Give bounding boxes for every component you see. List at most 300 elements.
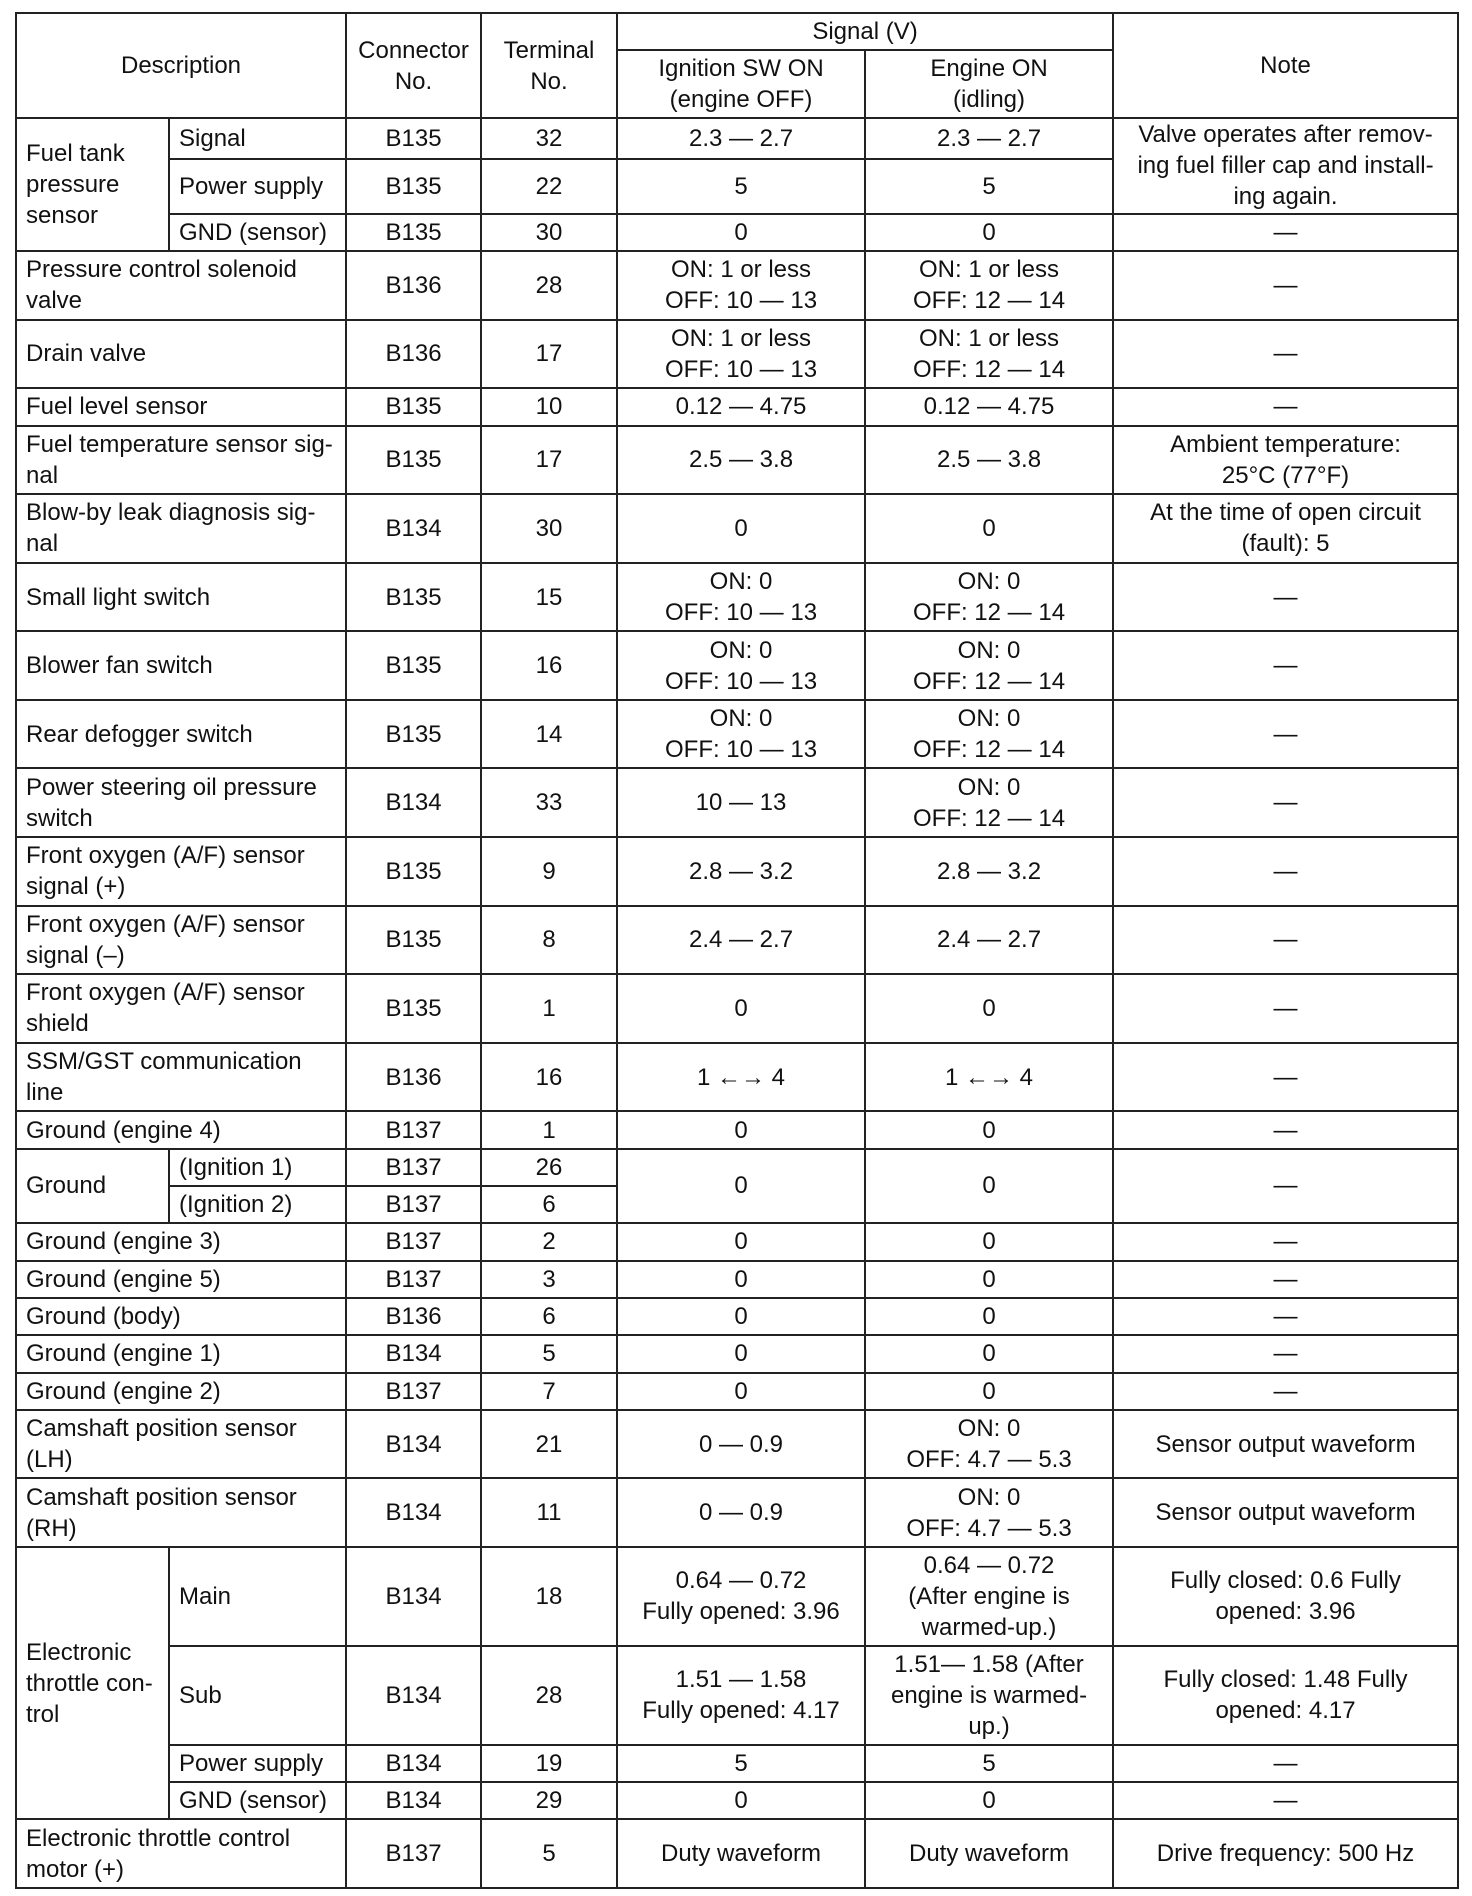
ignition-signal-cell: 0 [617, 1261, 865, 1298]
note-cell: Drive frequency: 500 Hz [1113, 1819, 1458, 1888]
terminal-cell: 19 [481, 1745, 617, 1782]
table-row [16, 974, 1458, 1043]
note-cell-line: Fully closed: 1.48 Fully [1163, 1666, 1408, 1694]
terminal-cell: 30 [481, 494, 617, 563]
group-description-cell-line: Fuel tank [26, 140, 125, 168]
sub-description-cell: Main [169, 1547, 346, 1646]
header-terminal-line: No. [530, 67, 568, 95]
engine-signal-cell [865, 1410, 1113, 1479]
terminal-cell: 3 [481, 1261, 617, 1298]
group-description-cell-line: throttle con- [26, 1669, 153, 1697]
terminal-cell: 21 [481, 1410, 617, 1479]
note-cell-line: Fully closed: 0.6 Fully [1170, 1567, 1401, 1595]
table-row [16, 388, 1458, 425]
note-cell: — [1113, 1298, 1458, 1335]
terminal-cell: 5 [481, 1819, 617, 1888]
note-cell-line: ing again. [1233, 183, 1338, 211]
group-description-cell-line: trol [26, 1700, 60, 1728]
note-cell: — [1113, 1335, 1458, 1372]
engine-signal-cell: 0 [865, 1373, 1113, 1410]
connector-cell: B135 [346, 388, 481, 425]
ignition-signal-cell: 0 [617, 1111, 865, 1148]
table-row [16, 1819, 1458, 1888]
terminal-cell: 2 [481, 1223, 617, 1260]
note-cell: Sensor output waveform [1113, 1478, 1458, 1547]
header-terminal-line: Terminal [503, 36, 595, 64]
engine-signal-cell-line: OFF: 12 — 14 [912, 804, 1066, 832]
group-description-cell-line: sensor [26, 202, 99, 230]
ignition-signal-cell: 10 — 13 [617, 768, 865, 837]
table-row [16, 214, 1458, 251]
engine-signal-cell: 5 [865, 159, 1113, 214]
description-cell [16, 1410, 346, 1479]
description-cell [16, 974, 346, 1043]
description-cell: Ground (engine 5) [16, 1261, 346, 1298]
ignition-signal-cell [617, 251, 865, 320]
note-cell: — [1113, 563, 1458, 632]
terminal-cell: 28 [481, 251, 617, 320]
description-cell-line: line [26, 1079, 64, 1107]
engine-signal-cell-line: ON: 0 [957, 705, 1021, 733]
connector-cell: B135 [346, 159, 481, 214]
ignition-signal-cell: 0 — 0.9 [617, 1410, 865, 1479]
note-cell: — [1113, 1782, 1458, 1819]
connector-cell: B135 [346, 563, 481, 632]
description-cell-line: motor (+) [26, 1855, 125, 1883]
note-cell-line: Ambient temperature: [1170, 430, 1401, 458]
description-cell-line: shield [26, 1010, 89, 1038]
ignition-signal-cell-line: Fully opened: 3.96 [642, 1598, 840, 1626]
engine-signal-cell [865, 320, 1113, 389]
description-cell-line: Camshaft position sensor [26, 1483, 297, 1511]
terminal-cell: 7 [481, 1373, 617, 1410]
ignition-signal-cell: Duty waveform [617, 1819, 865, 1888]
terminal-cell: 9 [481, 837, 617, 906]
engine-signal-cell-line: ON: 0 [957, 773, 1021, 801]
connector-cell: B134 [346, 768, 481, 837]
description-cell-line: Fuel temperature sensor sig- [26, 430, 333, 458]
description-cell [16, 1819, 346, 1888]
table-row [16, 1149, 1458, 1186]
description-cell-line: Front oxygen (A/F) sensor [26, 842, 305, 870]
connector-cell: B134 [346, 1782, 481, 1819]
engine-signal-cell: 0 [865, 1298, 1113, 1335]
table-row [16, 251, 1458, 320]
ignition-signal-cell: 2.3 — 2.7 [617, 118, 865, 159]
note-cell: — [1113, 1373, 1458, 1410]
header-engine-line: (idling) [953, 86, 1026, 113]
table-row [16, 837, 1458, 906]
note-cell [1113, 1646, 1458, 1745]
header-signal: Signal (V) [617, 13, 1113, 50]
connector-cell: B135 [346, 906, 481, 975]
description-cell-line: switch [26, 804, 93, 832]
table-row [16, 563, 1458, 632]
note-cell: — [1113, 1149, 1458, 1224]
ignition-signal-cell: 0 [617, 494, 865, 563]
ignition-signal-cell: 0 [617, 214, 865, 251]
description-cell-line: nal [26, 461, 59, 489]
ignition-signal-cell-line: ON: 0 [709, 705, 773, 733]
note-cell: — [1113, 974, 1458, 1043]
table-row [16, 1478, 1458, 1547]
terminal-cell: 30 [481, 214, 617, 251]
description-cell: Blower fan switch [16, 631, 346, 700]
engine-signal-cell: 2.3 — 2.7 [865, 118, 1113, 159]
description-cell: Fuel level sensor [16, 388, 346, 425]
engine-signal-cell [865, 251, 1113, 320]
note-cell: — [1113, 320, 1458, 389]
engine-signal-cell-line: OFF: 12 — 14 [912, 599, 1066, 627]
header-ignition-sw-on [617, 50, 865, 118]
table-row [16, 1111, 1458, 1148]
connector-cell: B137 [346, 1149, 481, 1186]
ignition-signal-cell: 2.8 — 3.2 [617, 837, 865, 906]
ignition-signal-cell: 5 [617, 1745, 865, 1782]
description-cell: Ground (engine 2) [16, 1373, 346, 1410]
note-cell: — [1113, 214, 1458, 251]
engine-signal-cell-line: ON: 0 [957, 1415, 1021, 1443]
connector-cell: B135 [346, 700, 481, 769]
header-ignition-line: Ignition SW ON [658, 55, 824, 82]
ignition-signal-cell: 2.5 — 3.8 [617, 426, 865, 495]
description-cell: Ground (engine 3) [16, 1223, 346, 1260]
ignition-signal-cell: 0 [617, 1298, 865, 1335]
sub-description-cell: Signal [169, 118, 346, 159]
sub-description-cell: (Ignition 2) [169, 1186, 346, 1223]
description-cell [16, 1478, 346, 1547]
note-cell-line: Valve operates after remov- [1138, 121, 1433, 149]
ignition-signal-cell: 0 [617, 1223, 865, 1260]
engine-signal-cell: 2.5 — 3.8 [865, 426, 1113, 495]
sub-description-cell: Power supply [169, 159, 346, 214]
note-cell: Sensor output waveform [1113, 1410, 1458, 1479]
sub-description-cell: GND (sensor) [169, 1782, 346, 1819]
table-row [16, 700, 1458, 769]
note-cell-line: (fault): 5 [1241, 530, 1330, 558]
description-cell-line: (LH) [26, 1446, 73, 1474]
terminal-cell: 17 [481, 426, 617, 495]
terminal-cell: 8 [481, 906, 617, 975]
ignition-signal-cell: 0.12 — 4.75 [617, 388, 865, 425]
terminal-cell: 1 [481, 974, 617, 1043]
note-cell: — [1113, 631, 1458, 700]
terminal-cell: 16 [481, 631, 617, 700]
engine-signal-cell-line: warmed-up.) [921, 1613, 1057, 1641]
engine-signal-cell: 0.12 — 4.75 [865, 388, 1113, 425]
ignition-signal-cell-line: ON: 0 [709, 568, 773, 596]
description-cell [16, 494, 346, 563]
header-engine-on [865, 50, 1113, 118]
engine-signal-cell-line: 0.64 — 0.72 [923, 1551, 1055, 1579]
description-cell: Small light switch [16, 563, 346, 632]
terminal-cell: 28 [481, 1646, 617, 1745]
description-cell-line: nal [26, 530, 59, 558]
engine-signal-cell: 5 [865, 1745, 1113, 1782]
terminal-cell: 32 [481, 118, 617, 159]
engine-signal-cell [865, 1478, 1113, 1547]
terminal-cell: 22 [481, 159, 617, 214]
terminal-cell: 18 [481, 1547, 617, 1646]
description-cell [16, 1043, 346, 1112]
engine-signal-cell [865, 700, 1113, 769]
engine-signal-cell: 0 [865, 1782, 1113, 1819]
description-cell-line: Pressure control solenoid [26, 256, 297, 284]
header-connector-line: Connector [358, 36, 469, 64]
engine-signal-cell: 0 [865, 974, 1113, 1043]
table-row [16, 1745, 1458, 1782]
engine-signal-cell [865, 1547, 1113, 1646]
connector-cell: B135 [346, 214, 481, 251]
terminal-cell: 10 [481, 388, 617, 425]
ignition-signal-cell-line: ON: 1 or less [670, 324, 812, 352]
description-cell: Ground (engine 4) [16, 1111, 346, 1148]
engine-signal-cell-line: OFF: 12 — 14 [912, 667, 1066, 695]
note-cell-line: opened: 4.17 [1215, 1697, 1356, 1725]
ignition-signal-cell [617, 563, 865, 632]
engine-signal-cell-line: ON: 1 or less [918, 324, 1060, 352]
engine-signal-cell-line: ON: 0 [957, 1483, 1021, 1511]
engine-signal-cell: 1 ←→ 4 [865, 1043, 1113, 1112]
table-row [16, 1298, 1458, 1335]
engine-signal-cell: 0 [865, 1149, 1113, 1224]
description-cell-line: signal (+) [26, 873, 126, 901]
connector-cell: B134 [346, 1547, 481, 1646]
connector-cell: B137 [346, 1111, 481, 1148]
engine-signal-cell-line: ON: 0 [957, 568, 1021, 596]
engine-signal-cell-line: OFF: 4.7 — 5.3 [906, 1446, 1072, 1474]
connector-cell: B137 [346, 1186, 481, 1223]
description-cell-line: Electronic throttle control [26, 1824, 291, 1852]
engine-signal-cell [865, 768, 1113, 837]
description-cell [16, 906, 346, 975]
description-cell-line: SSM/GST communication [26, 1048, 302, 1076]
note-cell: — [1113, 251, 1458, 320]
terminal-cell: 11 [481, 1478, 617, 1547]
terminal-cell: 5 [481, 1335, 617, 1372]
engine-signal-cell: 0 [865, 494, 1113, 563]
note-cell [1113, 118, 1458, 214]
ignition-signal-cell-line: 1.51 — 1.58 [675, 1666, 807, 1694]
table-row [16, 768, 1458, 837]
note-cell-line: 25°C (77°F) [1221, 461, 1350, 489]
connector-cell: B135 [346, 118, 481, 159]
group-description-cell [16, 1547, 169, 1819]
table-row [16, 1043, 1458, 1112]
note-cell: — [1113, 1043, 1458, 1112]
note-cell: — [1113, 1111, 1458, 1148]
group-description-cell [16, 118, 169, 251]
ignition-signal-cell [617, 1646, 865, 1745]
table-row [16, 1261, 1458, 1298]
description-cell-line: Front oxygen (A/F) sensor [26, 910, 305, 938]
engine-signal-cell: 0 [865, 214, 1113, 251]
sub-description-cell: Sub [169, 1646, 346, 1745]
description-cell-line: Front oxygen (A/F) sensor [26, 979, 305, 1007]
engine-signal-cell: 0 [865, 1111, 1113, 1148]
ignition-signal-cell [617, 700, 865, 769]
ignition-signal-cell-line: OFF: 10 — 13 [664, 667, 818, 695]
header-note: Note [1113, 13, 1458, 118]
header-terminal-no [481, 13, 617, 118]
terminal-cell: 26 [481, 1149, 617, 1186]
engine-signal-cell-line: (After engine is [908, 1582, 1070, 1610]
description-cell-line: Camshaft position sensor [26, 1415, 297, 1443]
connector-cell: B135 [346, 426, 481, 495]
description-cell [16, 837, 346, 906]
terminal-cell: 29 [481, 1782, 617, 1819]
terminal-cell: 17 [481, 320, 617, 389]
engine-signal-cell: 2.4 — 2.7 [865, 906, 1113, 975]
note-cell: — [1113, 837, 1458, 906]
table-row [16, 631, 1458, 700]
note-cell: — [1113, 700, 1458, 769]
engine-signal-cell-line: engine is warmed- [890, 1681, 1088, 1709]
header-connector-line: No. [394, 67, 433, 95]
table-row [16, 118, 1458, 159]
header-description: Description [16, 13, 346, 118]
connector-cell: B137 [346, 1223, 481, 1260]
note-cell-line: ing fuel filler cap and install- [1137, 152, 1434, 180]
ignition-signal-cell-line: ON: 0 [709, 636, 773, 664]
group-description-cell-line: pressure [26, 171, 120, 199]
description-cell [16, 426, 346, 495]
engine-signal-cell: 0 [865, 1261, 1113, 1298]
description-cell [16, 768, 346, 837]
description-cell-line: valve [26, 287, 83, 315]
ignition-signal-cell: 2.4 — 2.7 [617, 906, 865, 975]
description-cell: Drain valve [16, 320, 346, 389]
connector-cell: B136 [346, 1298, 481, 1335]
sub-description-cell: (Ignition 1) [169, 1149, 346, 1186]
engine-signal-cell: 0 [865, 1335, 1113, 1372]
table-header [16, 13, 1458, 118]
header-engine-line: Engine ON [930, 55, 1048, 82]
note-cell-line: opened: 3.96 [1215, 1598, 1356, 1626]
connector-cell: B136 [346, 1043, 481, 1112]
description-cell-line: Blow-by leak diagnosis sig- [26, 499, 316, 527]
terminal-cell: 1 [481, 1111, 617, 1148]
connector-cell: B134 [346, 1478, 481, 1547]
table-row [16, 1782, 1458, 1819]
table-row [16, 494, 1458, 563]
description-cell: Ground (body) [16, 1298, 346, 1335]
ignition-signal-cell: 0 [617, 1373, 865, 1410]
terminal-cell: 15 [481, 563, 617, 632]
engine-signal-cell: 2.8 — 3.2 [865, 837, 1113, 906]
connector-cell: B134 [346, 1410, 481, 1479]
table-row [16, 320, 1458, 389]
note-cell: — [1113, 906, 1458, 975]
table-row [16, 1373, 1458, 1410]
ignition-signal-cell-line: OFF: 10 — 13 [664, 599, 818, 627]
engine-signal-cell [865, 631, 1113, 700]
table-row [16, 1223, 1458, 1260]
connector-cell: B135 [346, 837, 481, 906]
group-description-cell: Ground [16, 1149, 169, 1224]
description-cell [16, 251, 346, 320]
ignition-signal-cell-line: 0.64 — 0.72 [675, 1567, 807, 1595]
ignition-signal-cell [617, 320, 865, 389]
ignition-signal-cell: 0 [617, 1782, 865, 1819]
connector-cell: B136 [346, 320, 481, 389]
terminal-cell: 16 [481, 1043, 617, 1112]
connector-cell: B135 [346, 631, 481, 700]
ignition-signal-cell: 0 — 0.9 [617, 1478, 865, 1547]
engine-signal-cell-line: up.) [968, 1712, 1010, 1740]
connector-cell: B137 [346, 1819, 481, 1888]
ignition-signal-cell: 1 ←→ 4 [617, 1043, 865, 1112]
table-row [16, 1646, 1458, 1745]
engine-signal-cell [865, 1646, 1113, 1745]
header-ignition-line: (engine OFF) [669, 86, 813, 113]
engine-signal-cell [865, 563, 1113, 632]
table-row [16, 1335, 1458, 1372]
header-connector-no [346, 13, 481, 118]
engine-signal-cell-line: 1.51— 1.58 (After [894, 1650, 1084, 1678]
terminal-cell: 6 [481, 1186, 617, 1223]
table-row [16, 906, 1458, 975]
note-cell [1113, 1547, 1458, 1646]
description-cell-line: (RH) [26, 1514, 77, 1542]
ignition-signal-cell: 0 [617, 1335, 865, 1372]
sub-description-cell: GND (sensor) [169, 214, 346, 251]
engine-signal-cell-line: ON: 0 [957, 636, 1021, 664]
description-cell: Rear defogger switch [16, 700, 346, 769]
ignition-signal-cell: 5 [617, 159, 865, 214]
ignition-signal-cell [617, 1547, 865, 1646]
ignition-signal-cell-line: OFF: 10 — 13 [664, 736, 818, 764]
engine-signal-cell: Duty waveform [865, 1819, 1113, 1888]
connector-cell: B137 [346, 1261, 481, 1298]
description-cell: Ground (engine 1) [16, 1335, 346, 1372]
note-cell-line: At the time of open circuit [1150, 499, 1421, 527]
connector-signal-table [15, 12, 1459, 1889]
connector-cell: B136 [346, 251, 481, 320]
engine-signal-cell-line: OFF: 12 — 14 [912, 355, 1066, 383]
note-cell: — [1113, 1261, 1458, 1298]
ignition-signal-cell [617, 631, 865, 700]
ignition-signal-cell: 0 [617, 1149, 865, 1224]
ignition-signal-cell-line: ON: 1 or less [670, 256, 812, 284]
note-cell [1113, 426, 1458, 495]
table-row [16, 1547, 1458, 1646]
table-row [16, 1410, 1458, 1479]
ignition-signal-cell-line: OFF: 10 — 13 [664, 287, 818, 315]
ignition-signal-cell-line: OFF: 10 — 13 [664, 355, 818, 383]
description-cell-line: Power steering oil pressure [26, 773, 317, 801]
note-cell: — [1113, 1745, 1458, 1782]
note-cell: — [1113, 1223, 1458, 1260]
connector-cell: B135 [346, 974, 481, 1043]
note-cell [1113, 494, 1458, 563]
ignition-signal-cell: 0 [617, 974, 865, 1043]
terminal-cell: 6 [481, 1298, 617, 1335]
table-row [16, 426, 1458, 495]
table-body [16, 118, 1458, 1888]
connector-cell: B137 [346, 1373, 481, 1410]
group-description-cell-line: Electronic [26, 1638, 132, 1666]
engine-signal-cell-line: OFF: 4.7 — 5.3 [906, 1514, 1072, 1542]
sub-description-cell: Power supply [169, 1745, 346, 1782]
connector-cell: B134 [346, 1335, 481, 1372]
engine-signal-cell: 0 [865, 1223, 1113, 1260]
connector-cell: B134 [346, 1745, 481, 1782]
connector-cell: B134 [346, 494, 481, 563]
description-cell-line: signal (–) [26, 941, 125, 969]
engine-signal-cell-line: OFF: 12 — 14 [912, 287, 1066, 315]
terminal-cell: 14 [481, 700, 617, 769]
